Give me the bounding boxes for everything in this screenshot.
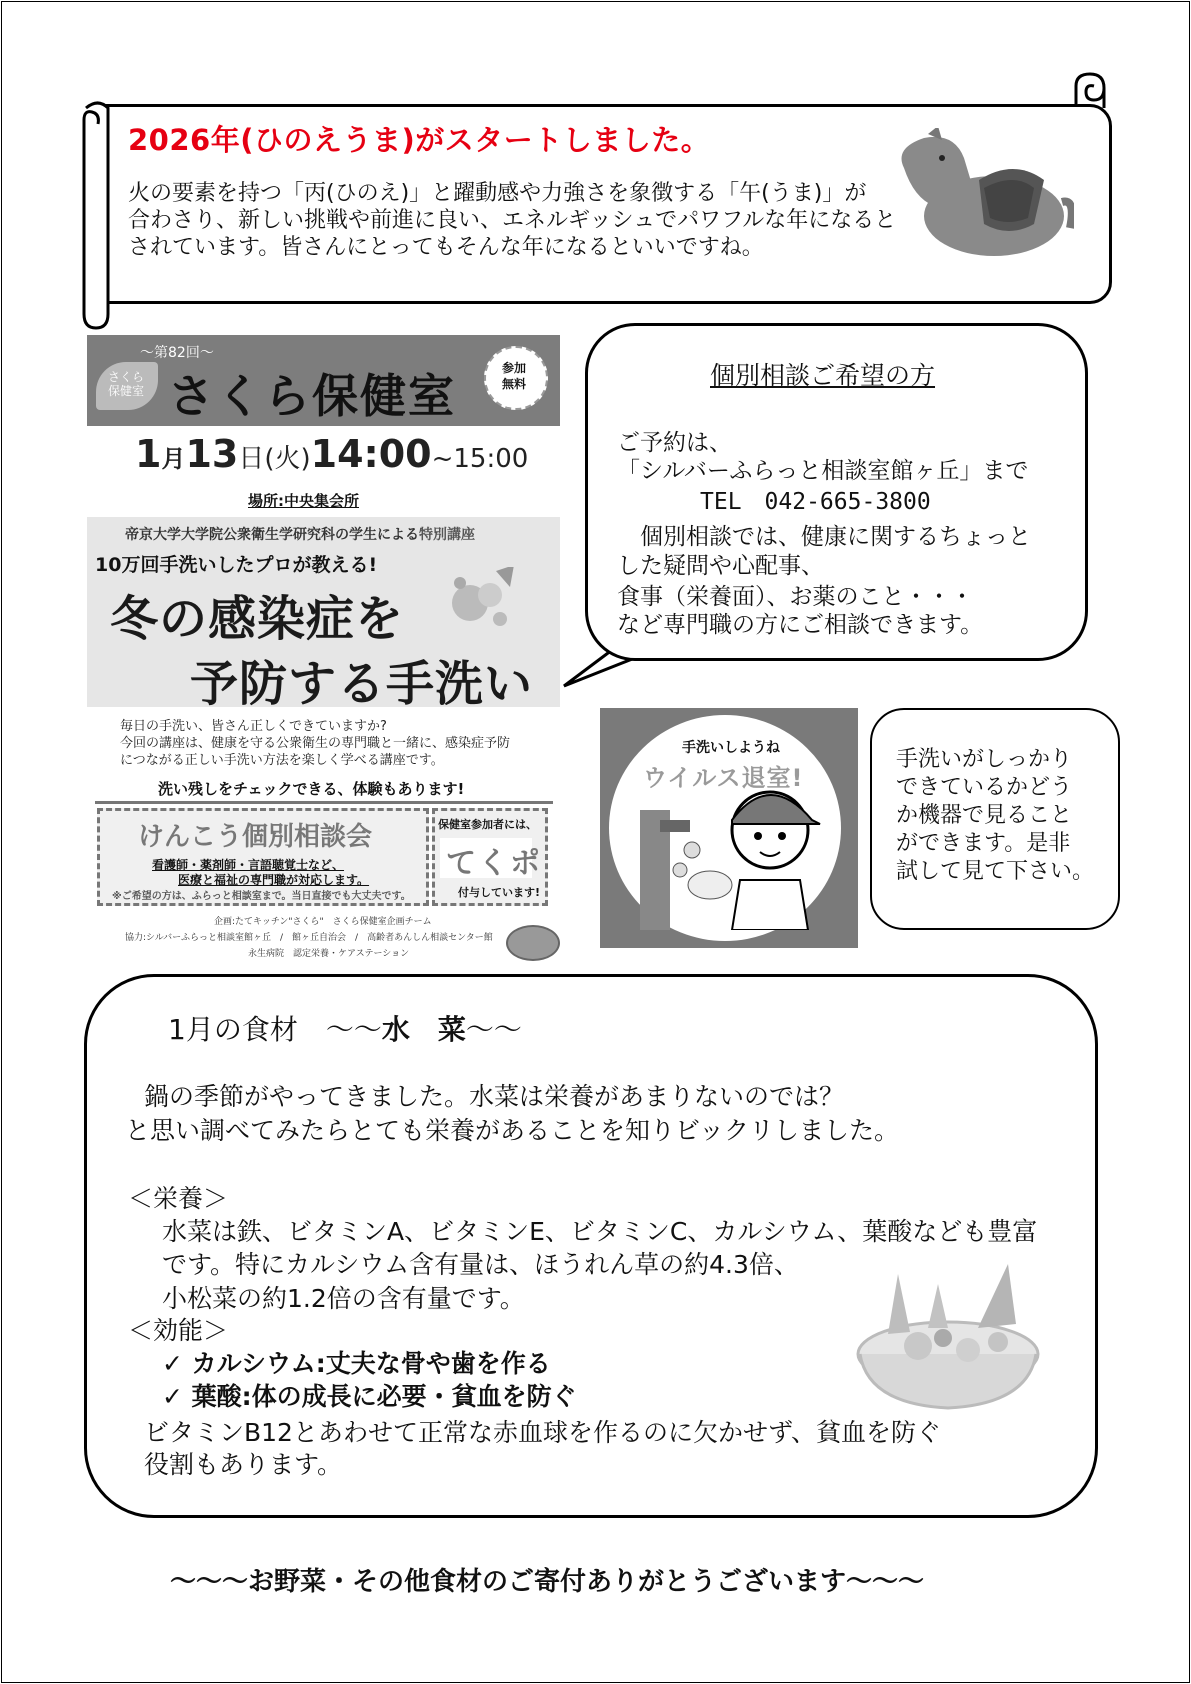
lecture-intro: 毎日の手洗い、皆さん正しくできていますか? 今回の講座は、健康を守る公衆衛生の専門職と一緒に、感染症予防 につながる正しい手洗い方法を楽しく学べる講座です。: [120, 719, 511, 768]
poster-divider: [95, 801, 553, 804]
event-datetime: 1月13日(火)14:00~15:00: [135, 432, 529, 476]
tekubo-granted: 付与しています!: [458, 886, 541, 899]
nutrition-line-1: 水菜は鉄、ビタミンA、ビタミンE、ビタミンC、カルシウム、葉酸なども豊富: [162, 1217, 1038, 1246]
poster-title: さくら保健室: [168, 369, 456, 423]
food-intro-2: と思い調べてみたらとても栄養があることを知りビックリしました。: [125, 1116, 900, 1145]
child-washing-hands-icon: [640, 780, 840, 930]
sakura-logo-icon: [506, 925, 560, 961]
nutrition-line-3: 小松菜の約1.2倍の含有量です。: [162, 1284, 525, 1313]
consult-line: ご予約は、: [617, 430, 732, 456]
health-consult-staff: 看護師・薬剤師・言語聴覚士など、: [152, 858, 345, 872]
virus-exit-caption: ウイルス退室!: [643, 764, 804, 792]
consult-phone: TEL 042-665-3800: [700, 489, 931, 515]
banner-text: 火の要素を持つ「丙(ひのえ)」と躍動感や力強さを象徴する「午(うま)」が 合わさり、新しい挑戦や前進に良い、エネルギッシュでパワフルな年になると されています。皆さんにとってもそんな年になるといいですね。: [128, 181, 897, 260]
consult-line: した疑問や心配事、: [617, 553, 824, 579]
scroll-right-curl: [1072, 70, 1114, 110]
nutrition-heading: ＜栄養＞: [128, 1184, 229, 1213]
food-intro-1: 鍋の季節がやってきました。水菜は栄養があまりないのでは？: [144, 1082, 845, 1111]
closing-line-2: 役割もあります。: [144, 1450, 343, 1479]
soap-splash-icon: [440, 567, 520, 637]
food-title: 1月の食材 ～～水 菜～～: [168, 1013, 522, 1046]
check-experience-note: 洗い残しをチェックできる、体験もあります!: [158, 780, 465, 798]
handwash-caption: 手洗いしようね: [682, 740, 780, 756]
poster-edition: ～第82回～: [140, 345, 214, 361]
scroll-left-curl: [78, 100, 118, 332]
nutrition-line-2: です。特にカルシウム含有量は、ほうれん草の約4.3倍、: [162, 1250, 799, 1279]
tekubo-eligibility: 保健室参加者には、: [438, 818, 537, 831]
health-consult-response: 医療と福祉の専門職が対応します。: [178, 873, 370, 887]
lecture-tagline: 10万回手洗いしたプロが教える!: [95, 554, 378, 576]
horse-icon: [884, 128, 1074, 260]
hotpot-icon: [848, 1254, 1048, 1414]
lecture-organizer: 帝京大学大学院公衆衛生学研究科の学生による特別講座: [125, 527, 475, 543]
consult-line: 食事（栄養面）、お薬のこと・・・: [617, 584, 974, 610]
thanks-message: ～～～お野菜・その他食材のご寄付ありがとうございます～～～: [170, 1567, 925, 1597]
handwash-note: 手洗いがしっかり できているかどう か機器で見ること ができます。是非 試して見て下さい。: [896, 747, 1095, 884]
consult-line: など専門職の方にご相談できます。: [617, 612, 984, 638]
health-consult-title: けんこう個別相談会: [138, 822, 373, 852]
banner-title: 2026年(ひのえうま)がスタートしました。: [128, 123, 711, 157]
credit-cooperation: 協力:シルバーふらっと相談室館ヶ丘 / 館ヶ丘自治会 / 高齢者あんしん相談センター館: [125, 933, 493, 943]
event-venue: 場所:中央集会所: [248, 492, 359, 510]
consult-line: 「シルバーふらっと相談室館ヶ丘」まで: [617, 458, 1029, 484]
free-badge-label: 参加 無料: [501, 361, 526, 391]
consult-line: 個別相談では、健康に関するちょっと: [617, 524, 1031, 550]
credit-hospital: 永生病院 認定栄養・ケアステーション: [248, 949, 410, 959]
closing-line-1: ビタミンB12とあわせて正常な赤血球を作るのに欠かせず、貧血を防ぐ: [144, 1418, 941, 1447]
effect-heading: ＜効能＞: [128, 1316, 229, 1345]
effect-item-2: ✓ 葉酸:体の成長に必要・貧血を防ぐ: [162, 1382, 577, 1411]
effect-item-1: ✓ カルシウム:丈夫な骨や歯を作る: [162, 1349, 551, 1378]
consult-bubble-title: 個別相談ご希望の方: [710, 361, 936, 390]
credit-planning: 企画:たてキッチン"さくら" さくら保健室企画チーム: [214, 917, 432, 927]
health-consult-note: ※ご希望の方は、ふらっと相談室まで。当日直接でも大丈夫です。: [112, 891, 411, 902]
lecture-headline-2: 予防する手洗い: [190, 656, 534, 712]
lecture-headline-1: 冬の感染症を: [110, 591, 405, 647]
leaf-label: さくら 保健室: [108, 370, 145, 398]
tekubo-name: てくポ: [446, 846, 542, 881]
